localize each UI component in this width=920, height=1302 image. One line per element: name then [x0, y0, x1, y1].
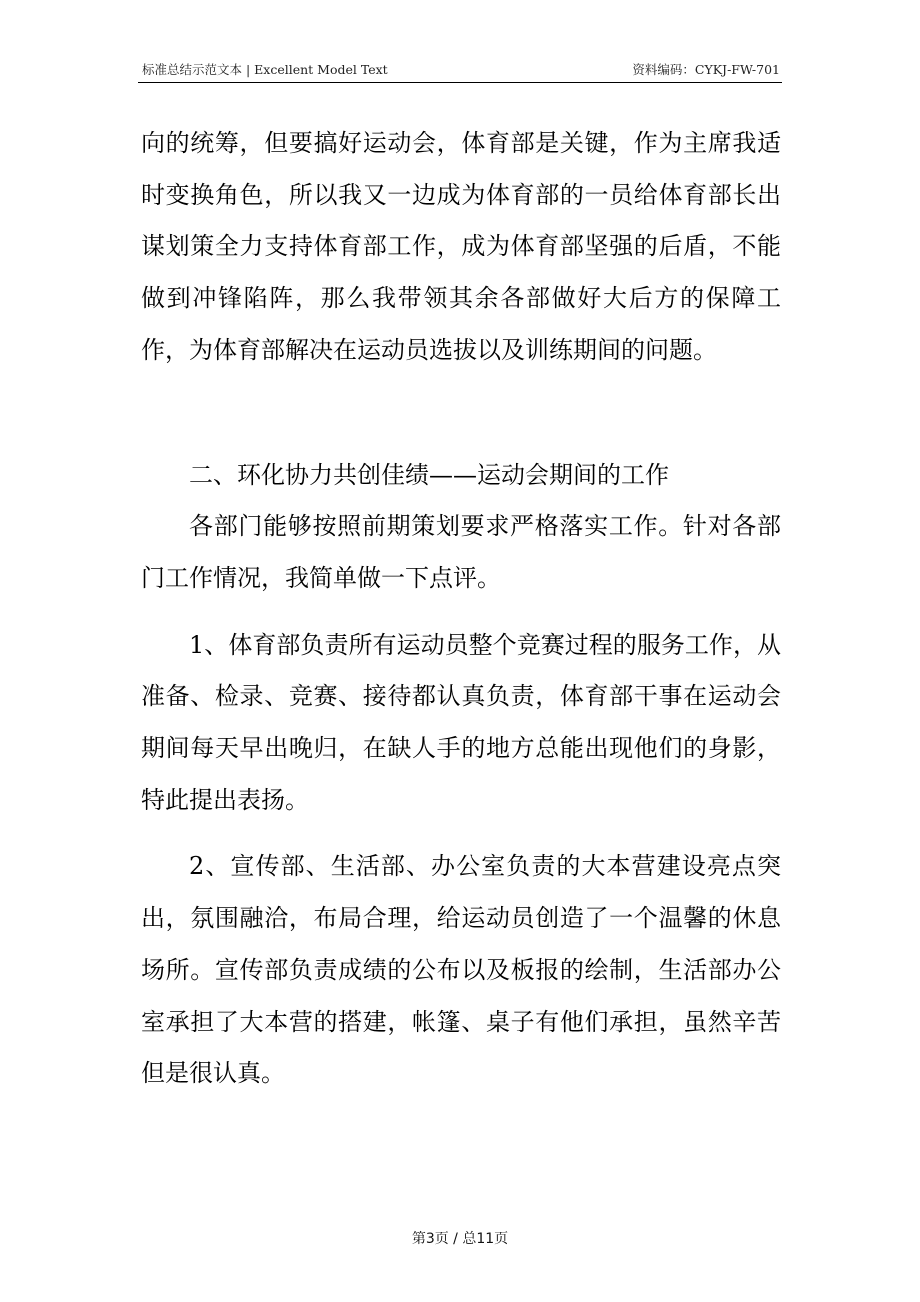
paragraph-item-1: 1、体育部负责所有运动员整个竞赛过程的服务工作，从准备、检录、竞赛、接待都认真负责，体育部干事在运动会期间每天早出晚归，在缺人手的地方总能出现他们的身影，特此提出表扬。	[141, 630, 781, 814]
section-heading: 二、环化协力共创佳绩——运动会期间的工作	[189, 460, 669, 489]
paragraph-item-2: 2、宣传部、生活部、办公室负责的大本营建设亮点突出，氛围融洽，布局合理，给运动员创造了一个温馨的休息场所。宣传部负责成绩的公布以及板报的绘制，生活部办公室承担了大本营的搭建，帐篷、桌子有他们承担，虽然辛苦但是很认真。	[141, 852, 781, 1088]
paragraph-spacer	[141, 826, 781, 841]
page-number: 第3页 / 总11页	[411, 1231, 509, 1247]
section-gap	[141, 377, 781, 450]
paragraph-spacer	[141, 605, 781, 620]
paragraph-continued: 向的统筹，但要搞好运动会，体育部是关键，作为主席我适时变换角色，所以我又一边成为体育部的一员给体育部长出谋划策全力支持体育部工作，成为体育部坚强的后盾，不能做到冲锋陷阵，那么我带领其余各部做好大后方的保障工作，为体育部解决在运动员选拔以及训练期间的问题。	[141, 129, 781, 364]
document-body	[141, 118, 781, 1100]
page-header	[138, 58, 782, 83]
header-doc-code: 资料编码：CYKJ-FW-701	[632, 62, 780, 77]
header-doc-label: 标准总结示范文本 | Excellent Model Text	[142, 62, 388, 77]
paragraph-intro: 各部门能够按照前期策划要求严格落实工作。针对各部门工作情况，我简单做一下点评。	[141, 512, 781, 592]
